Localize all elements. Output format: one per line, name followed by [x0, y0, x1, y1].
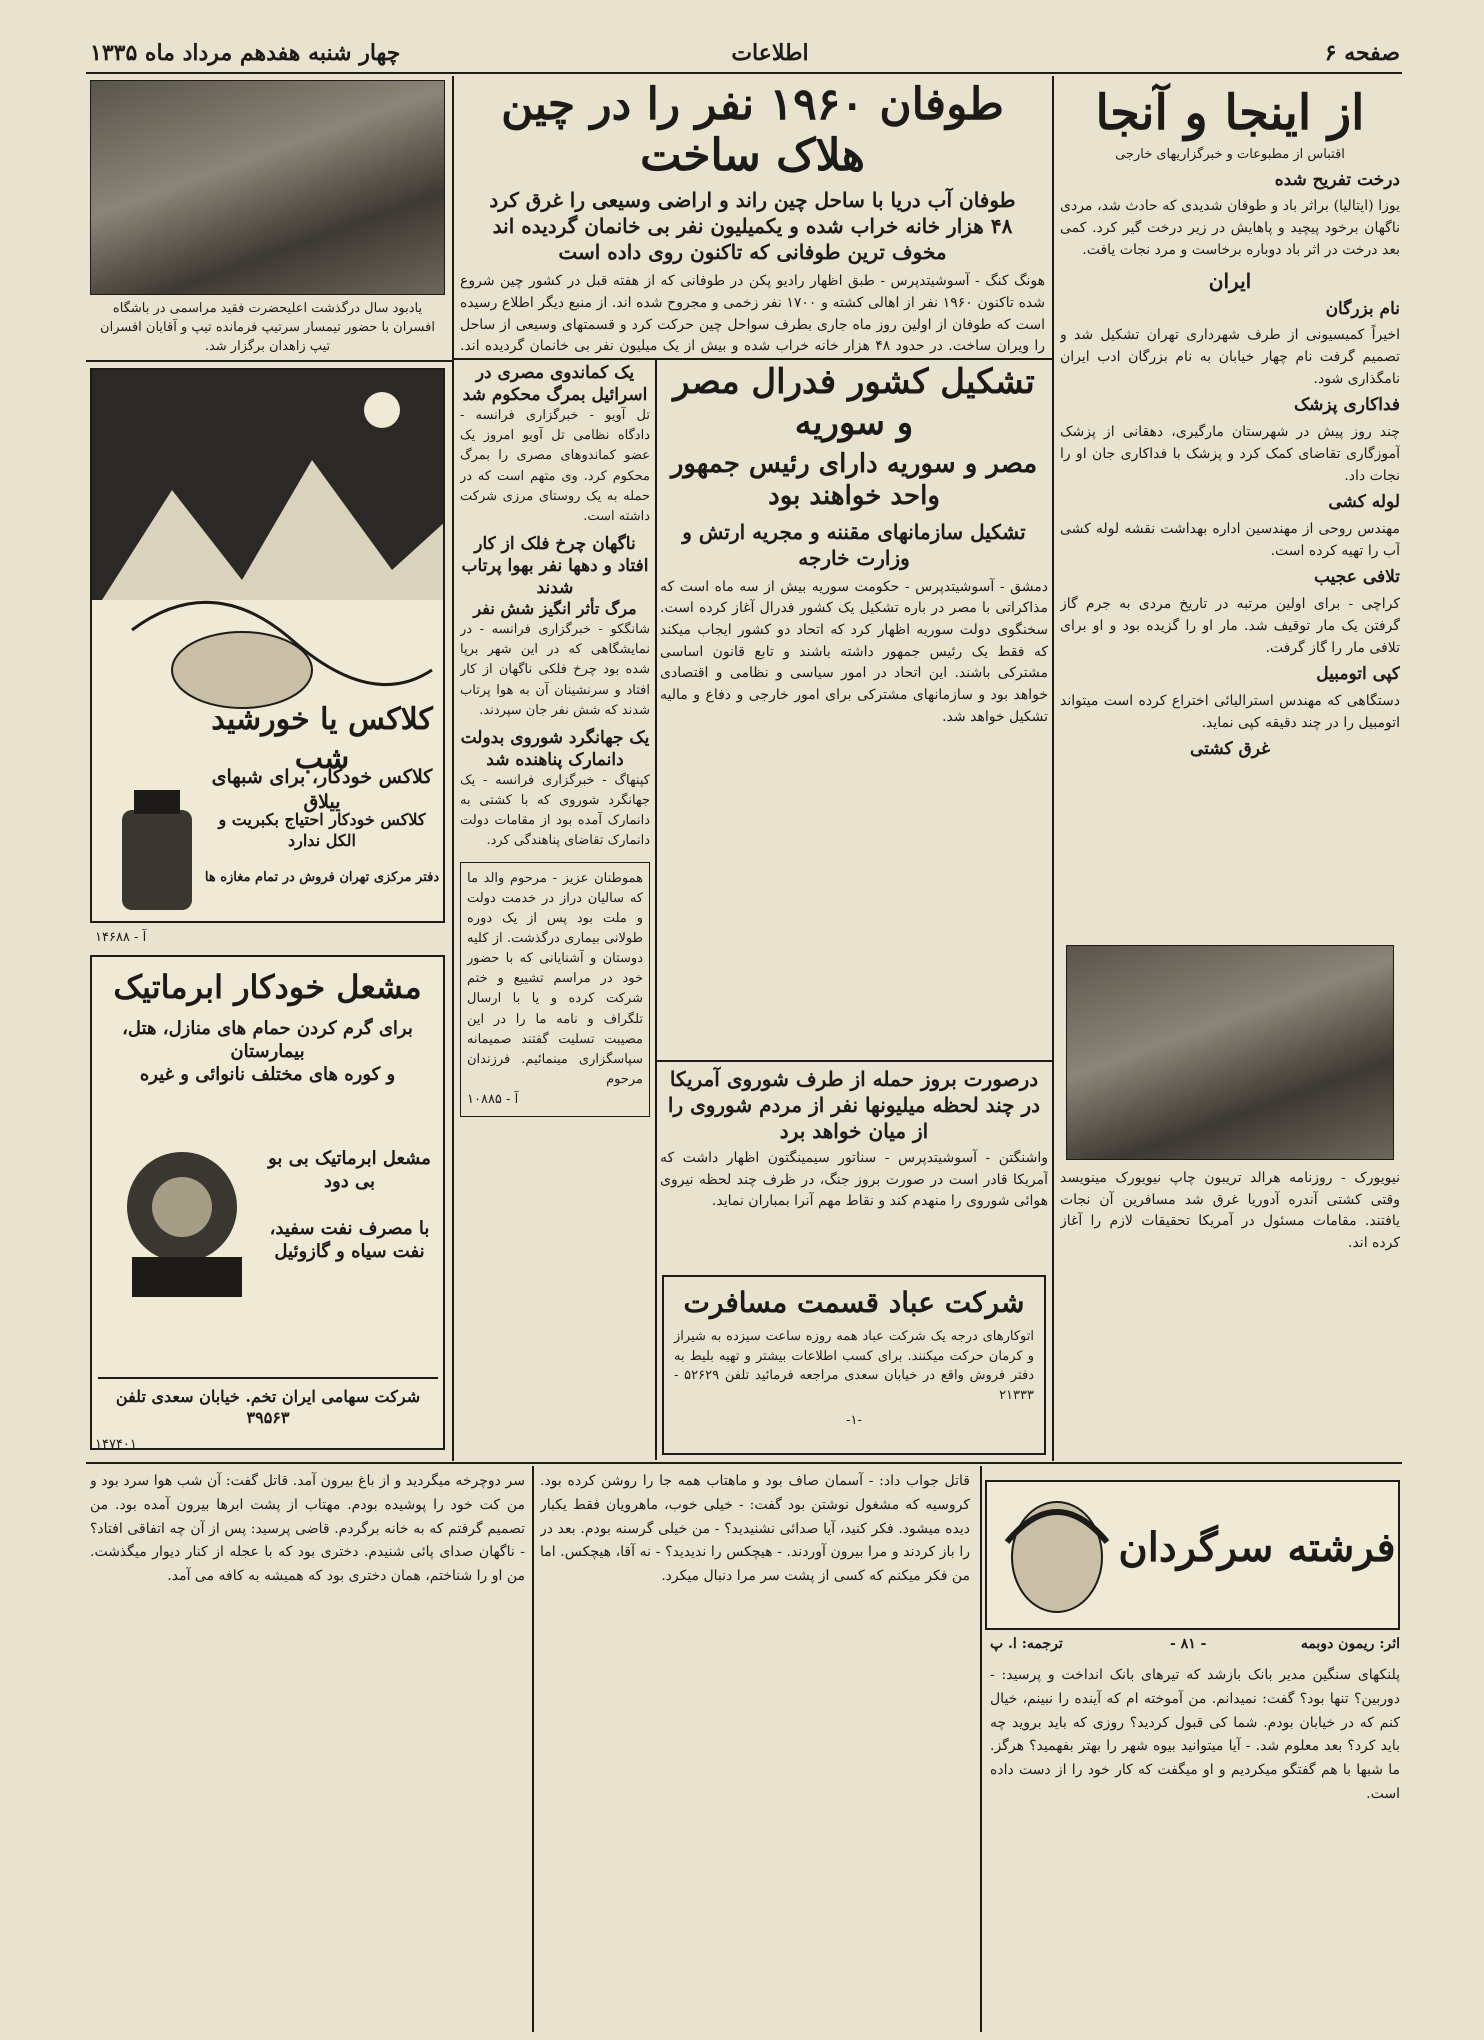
serial-episode: - ۸۱ -: [1170, 1636, 1207, 1652]
column-rule: [655, 360, 657, 1460]
issue-date: چهار شنبه هفدهم مرداد ماه ۱۳۳۵: [90, 40, 401, 66]
item-title: فداکاری پزشک: [1293, 395, 1400, 416]
flood-text: هونگ کنگ - آسوشیتدپرس - طبق اظهار رادیو پکن در طوفانی که از هفته قبل در کشور چین شروع شده تاکنون ۱۹۶۰ نفر از اهالی کشته و ۱۷۰۰ نفر زخمی و مجروح شده اند. از منبع دیگر اطلاع رسیده است که طوفان از اولین روز ماه جاری بطرف سواحل چین حرکت کرد و قسمتهای وسیعی از ساحل را ویران ساخت. در حدود ۴۸ هزار خانه خراب شده و بیش از یک میلیون نفر بی خانمان گردیده اند.: [460, 273, 1045, 355]
travel-ref: -۱-: [846, 1413, 862, 1429]
section-rule: [454, 358, 1052, 360]
burner-line: و کوره های مختلف نانوائی و غیره: [139, 1064, 396, 1086]
section-rule: [657, 1060, 1052, 1062]
item-text: کراچی - برای اولین مرتبه در تاریخ مردی به جرم گاز گرفتن یک مار توقیف شد. مار او را گزیده بود و او برای تلافی مار را گاز گرفت.: [1060, 596, 1400, 656]
section-rule: [86, 360, 452, 362]
flood-headline: طوفان ۱۹۶۰ نفر را در چین هلاک ساخت: [501, 80, 1004, 181]
notice-box: [460, 862, 650, 1117]
kalaks-line: کلاکس خودکار، برای شبهای ییلاق: [211, 766, 433, 813]
section-intro: اقتباس از مطبوعات و خبرگزاریهای خارجی: [1115, 147, 1345, 163]
serial-translator: ترجمه: ا. پ: [990, 1636, 1063, 1652]
item-text: چند روز پیش در شهرستان مارگیری، دهقانی از پزشک آموزگاری تقاضای کمک کرد و پزشک با فداکاری جان او را نجات داد.: [1060, 424, 1400, 484]
column-rule: [1052, 76, 1054, 1461]
serial-author: اثر: ریمون دوبمه: [1300, 1636, 1400, 1652]
flood-story: [460, 80, 1045, 355]
woman-illustration: [987, 1482, 1117, 1630]
middle-column: [460, 362, 650, 1457]
item-text: شانگکو - خبرگزاری فرانسه - در نمایشگاهی که در این شهر برپا شده بود چرخ فلکی ناگهان از کار افتاد و سرنشینان آن به هوا پرتاب شدند که شش نفر جان سپردند.: [460, 622, 650, 718]
notice-ref: آ - ۱۰۸۸۵: [467, 1092, 519, 1108]
item-heading: ناگهان چرخ فلک از کار افتاد و دهها نفر بهوا پرتاب شدند: [461, 534, 649, 599]
column-rule: [532, 1466, 534, 2032]
travel-text: اتوکارهای درجه یک شرکت عباد همه روزه ساعت سیزده به شیراز و کرمان حرکت میکنند. برای کسب اطلاعات بیشتر و تهیه بلیط به دفتر فروش واقع در خیابان سعدی مراجعه فرمائید تلفن ۵۲۶۲۹ - ۲۱۳۳۳: [674, 1329, 1035, 1403]
item-title: درخت تفریح شده: [1274, 169, 1400, 190]
travel-title: شرکت عباد قسمت مسافرت: [683, 1286, 1025, 1319]
section-title: از اینجا و آنجا: [1095, 85, 1365, 141]
item-text: یوزا (ایتالیا) براثر باد و طوفان شدیدی که حادث شد، مردی ناگهان برخود پیچید و پاهایش در زیر درخت گیر کرد. کمی بعد درخت در اثر باد دوباره برخاست و مرد نجات یافت.: [1060, 198, 1400, 258]
kalaks-ad: [90, 368, 445, 923]
flood-deck: ۴۸ هزار خانه خراب شده و یکمیلیون نفر بی خانمان گردیده اند: [492, 214, 1013, 239]
column-rule: [980, 1466, 982, 2032]
union-story: [660, 362, 1048, 1057]
item-heading: مرگ تأثر انگیز شش نفر: [473, 599, 637, 619]
item-heading: ایران: [1208, 268, 1252, 293]
item-title: تلافی عجیب: [1313, 567, 1400, 588]
serial-banner: [985, 1480, 1400, 1630]
item-text: کپنهاگ - خبرگزاری فرانسه - یک جهانگرد شوروی که با کشتی به دانمارک آمده بود از مقامات دولت دانمارک تقاضای پناهندگی کرد.: [460, 773, 650, 849]
serial-credits: [990, 1636, 1400, 1658]
flood-deck: مخوف ترین طوفانی که تاکنون روی داده است: [558, 240, 947, 265]
burner-line: با مصرف نفت سفید، نفت سیاه و گازوئیل: [269, 1218, 430, 1263]
burner-title: مشعل خودکار ابرماتیک: [113, 968, 422, 1006]
section-rule: [86, 1462, 1402, 1464]
column-rule: [452, 76, 454, 1461]
ship-photo: [1066, 945, 1394, 1160]
ship-story: [1060, 1168, 1400, 1458]
kalaks-line: دفتر مرکزی تهران فروش در تمام مغازه ها: [204, 870, 440, 885]
item-text: تل آویو - خبرگزاری فرانسه - دادگاه نظامی تل آویو امروز یک عضو کماندوهای مصری را بمرگ محکوم کرد. وی متهم است که در حمله به یک روستای مرزی شرکت داشته است.: [460, 408, 650, 524]
serial-column: پلنکهای سنگین مدیر بانک بازشد که تیرهای بانک انداخت و پرسید: - دوربین؟ تنها بود؟ گفت: نمیدانم. من آموخته ام که آینده را نبینم، خیال کنم که در خیابان بودم. شما کی قبول کردید؟ روزی که باید بروید چه باید کرد؟ بعد معلوم شد. - آیا میتوانید بیوه شهر را بهتر بفهمید؟ هرگز. ما شبها با هم گفتگو میکردیم و او میگفت که کار خود را از دست داده است.: [990, 1667, 1400, 1802]
union-text: دمشق - آسوشیتدپرس - حکومت سوریه بیش از سه ماه است که مذاکراتی با مصر در باره تشکیل یک کشور فدرال آغاز کرده است. سخنگوی دولت سوریه اظهار کرد که اتحاد دو کشور ایجاب میکند که فقط یک رئیس جمهور داشته باشند و تابع قانون اساسی مشترکی باشند. این اتحاد در امور سیاسی و نظامی و اقتصادی خواهد بود و سازمانهای مشترکی برای امور خارجی و دفاع و مالیه تشکیل خواهد شد.: [660, 578, 1048, 725]
item-heading: یک جهانگرد شوروی بدولت دانمارک پناهنده شد: [460, 727, 650, 770]
kalaks-slogan: کلاکس یا خورشید شب: [211, 702, 433, 776]
item-title: غرق کشتی: [1190, 739, 1270, 760]
burner-illustration: [112, 1127, 262, 1307]
burner-line: مشعل ابرماتیک بی بو بی دود: [268, 1148, 431, 1193]
burner-ref: ۱۴۷۴۰۱: [95, 1437, 137, 1452]
masthead-rule: [86, 72, 1402, 74]
kalaks-ref: آ - ۱۴۶۸۸: [95, 930, 147, 945]
paper-name: اطلاعات: [731, 40, 809, 66]
union-headline: تشکیل کشور فدرال مصر و سوریه: [673, 362, 1035, 443]
travel-ad: [662, 1275, 1046, 1455]
item-text: نیویورک - روزنامه هرالد تریبون چاپ نیویورک مینویسد وقتی کشتی آندره آدوریا غرق شد مسافرین آن نجات یافتند. مقامات مسئول در آمریکا تحقیقات لازم را آغاز کرده اند.: [1060, 1170, 1400, 1252]
burner-company: شرکت سهامی ایران تخم. خیابان سعدی تلفن ۳۹۵۶۳: [98, 1377, 438, 1429]
item-title: نام بزرگان: [1325, 298, 1400, 319]
item-text: دستگاهی که مهندس استرالیائی اختراع کرده است میتواند اتومبیل را در چند دقیقه کپی نماید.: [1060, 693, 1400, 731]
union-deck: تشکیل سازمانهای مقننه و مجریه ارتش و وزارت خارجه: [682, 519, 1026, 570]
us-ussr-headline: درصورت بروز حمله از طرف شوروی آمریکا در چند لحظه میلیونها نفر از مردم شوروی را از میان خواهد برد: [667, 1067, 1041, 1143]
masthead: [90, 40, 1400, 70]
page-number: صفحه ۶: [1324, 40, 1400, 66]
item-heading: یک کماندوی مصری در اسرائیل بمرگ محکوم شد: [462, 363, 648, 406]
burner-line: برای گرم کردن حمام های منازل، هتل، بیمارستان: [122, 1017, 413, 1062]
flood-deck: طوفان آب دریا با ساحل چین راند و اراضی وسیعی را غرق کرد: [489, 188, 1016, 213]
item-title: کپی اتومبیل: [1316, 664, 1400, 685]
serial-title: فرشته سرگردان: [1118, 1524, 1396, 1571]
kalaks-line: کلاکس خودکار احتیاج بکبریت و الکل ندارد: [218, 810, 426, 850]
us-ussr-text: واشنگتن - آسوشیتدپرس - سناتور سیمینگتون اظهار داشت که آمریکا قادر است در صورت بروز جنگ، در ظرف چند لحظه نیروی هوائی شوروی را منهدم کند و نقاط مهم آنرا بمباران نماید.: [660, 1150, 1048, 1210]
serial-column: قاتل جواب داد: - آسمان صاف بود و ماهتاب همه جا را روشن کرده بود. کروسیه که مشغول نوشتن بود گفت: - خیلی خوب، ماهرویان فقط یکبار دیده میشود. فکر کنید، آیا صدائی نشنیدید؟ - من خیلی گرسنه بودم. بعد در را باز کردند و مرا بیرون آوردند. - هیچکس را ندیدید؟ - نه آقا، هیچکس. اما من فکر میکنم که کسی از پشت سر مرا دنبال میکرد.: [540, 1473, 970, 1585]
burner-ad: [90, 955, 445, 1450]
item-text: اخیراً کمیسیونی از طرف شهرداری تهران تشکیل شد و تصمیم گرفت نام چهار خیابان به نام بزرگان ادب ایران نامگذاری شود.: [1060, 327, 1400, 387]
union-deck: مصر و سوریه دارای رئیس جمهور واحد خواهند بود: [670, 448, 1038, 512]
notice-text: هموطنان عزیز - مرحوم والد ما که سالیان دراز در خدمت دولت و ملت بود پس از یک دوره طولانی بیماری درگذشت. از کلیه دوستان و آشنایانی که با حضور خود در مراسم تشییع و ختم شرکت کرده و یا با ارسال تلگراف و نامه ما را در این مصیبت تسلیت گفتند صمیمانه سپاسگزاری مینمائیم. فرزندان مرحوم: [467, 870, 643, 1087]
item-title: لوله کشی: [1328, 492, 1400, 513]
serial-column: سر دوچرخه میگردید و از باغ بیرون آمد. قاتل گفت: آن شب هوا سرد بود و من کت خود را پوشیده بودم. مهتاب از پشت ابرها بیرون آمده بود. من تصمیم گرفتم که به خانه برگردم. قاضی پرسید: پس از آن چه اتفاقی افتاد؟ - ناگهان صدای پائی شنیدم. دختری بود که با عجله از کنار دیوار میگذشت. من او را شناختم، همان دختری بود که همیشه به کافه می آمد.: [90, 1473, 525, 1585]
item-text: مهندس روحی از مهندسین اداره بهداشت نقشه لوله کشی آب را تهیه کرده است.: [1060, 521, 1400, 559]
us-ussr-story: [660, 1066, 1048, 1266]
photo-caption: یادبود سال درگذشت اعلیحضرت فقید مراسمی در باشگاه افسران با حضور تیمسار سرتیپ فرمانده تیپ و آقایان افسران تیپ زاهدان برگزار شد.: [100, 301, 435, 354]
ceremony-photo: [90, 80, 445, 295]
